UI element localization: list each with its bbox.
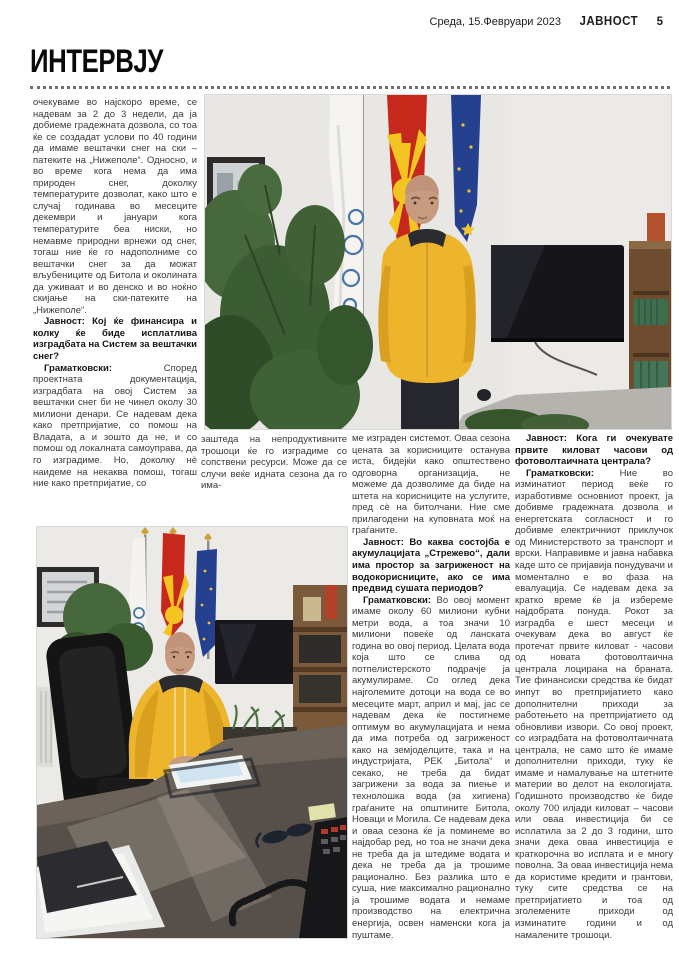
issue-date: Среда, 15.Февруари 2023 (429, 16, 561, 28)
dotted-divider (30, 86, 670, 89)
paragraph-answer: Граматковски: Во овој момент имаме околу 60 милиони кубни метри вода, а тоа значи 10 милиони повеќе од ланската година во овој период. Целата вода која што се слива од потпелистерското подрачје ја акумулираме. Со оглед дека најголемите дотоци на вода се во месеците март, април и мај, јас се надевам дека ќе постигнеме оптимум во акумулацијата и нема да има потреба од загриженост како на земјоделците, така и на индустријата, РЕК „Битола“ и секако, не треба да бидат загрижени за вода за пиење и технолошка вода (за хигиена) граѓаните на општините Битола, Новаци и Могила. Се надевам дека и оваа сезона ќе ја поминеме во најдобар ред, но тоа не значи дека не треба да ја штедиме водата и дека не треба да ја трошиме рационално. Без разлика што е суша, ние максимално рационално ја трошиме водата и немаме производство на електрична енергија, освен наменски кога ја пуштаме. (352, 594, 510, 940)
red-extinguisher (325, 585, 337, 619)
wooden-cabinet (293, 585, 347, 745)
masthead (0, 14, 663, 28)
article-column-2 (201, 434, 347, 526)
article-column-3 (352, 433, 510, 940)
page-number: 5 (656, 16, 663, 28)
wristwatch (477, 389, 491, 401)
article-column-4 (515, 433, 673, 940)
photo-standing-illustration (205, 95, 671, 429)
paragraph-question: Јавност: Во каква состојба е акумулацијата „Стрежево“, дали има простор за загриженост на водокорисниците, ако се има предвид сушата периодов? (352, 536, 510, 595)
article-column-1 (33, 97, 197, 529)
yellow-sweater (381, 231, 476, 383)
photo-man-at-desk (37, 527, 347, 938)
small-painting (647, 213, 665, 241)
paragraph-answer: Граматковски: Ние во изминатиот период веќе го изработивме основниот проект, ја добивме градежната дозвола и енергетската согласност и го добивме електричниот приклучок од Министерството за транспорт и врски. Направивме и јавна набавка каде што се пријавија понудувачи и моментално е во фаза на евалуација. Се надевам дека за кратко време ќе ја избереме најдобрата понуда. Рокот за изградба е шест месеци и очекувам дека во август ќе протечат првите киловат - часови од новата фотоволтаична централа лоцирана на браната. Тие финансиски средства ќе бидат инпут во претпријатието како дополнителни приходи за работењето на претпријатието од обновливи извори. Со овој проект, со изградбата на фотоволтаичната централа, не само што ќе имаме дополнителни приходи, туку ќе имаме и намалување на штетните материи во делот на екологијата. Годишното производство ќе биде околу 700 илјади киловат – часови или оваа инвестиција би се исплатила за 2 до 3 години, што значи дека оваа инвестиција е краткорочна во исплата и е многу поволна. За оваа инвестиција нема да користиме кредити и грантови, туку сите средства се на претпријатието и тоа од зголемените приходи од изминатите години и од намалените трошоци. (515, 467, 673, 940)
paragraph-plain: очекуваме во најскоро време, се надевам за 2 до 3 недели, да ја добиеме градежната дозвола, со тоа ќе се создадат услови по 40 години да имаме вештачки снег на ски – патеките на „Нижеполе“. Односно, и во време кога нема да има природен снег, доколку температурите дозволат, како што е случај годинава во месеците декември и јануари кога температурите беа ниски, но немавме природни врнежи од снег, тогаш ние ќе го надополниме со вештачки снег за да можат вљубениците од Битола и околината да уживаат и во денско и во ноќно скијање на ски-патеките на „Нижеполе“. (33, 97, 197, 316)
paragraph-question: Јавност: Кој ќе финансира и колку ќе биде исплатлива изградбата на Систем за вештачки снег? (33, 316, 197, 363)
photo-man-standing (205, 95, 671, 429)
section-title: ИНТЕРВЈУ (30, 44, 163, 80)
trousers (401, 375, 459, 429)
photo-desk-illustration (37, 527, 347, 938)
paragraph-question: Јавност: Кога ги очекувате првите киловат часови од фотоволтаичната централа? (515, 433, 673, 468)
paragraph-answer: Граматковски: Според проектната документација, изградбата на овој Систем за вештачки снег би не чинел околу 30 милиони денари. Се надевам дека како претпријатие, со помош на Владата, а и зошто да не, и со помош од локалната самоуправа, да го изградиме. Но, доколку нè наидеме на некаква помош, тогаш ние како претпријатие, со (33, 362, 197, 490)
newspaper-brand: ЈАВНОСТ (579, 14, 639, 28)
shelf-electronics (299, 635, 341, 663)
paragraph-plain: ме изграден системот. Оваа сезона цената за корисниците останува иста, бидејќи како општествено одговорна организација, не можеме да дозволиме да биде на штета на корисниците на услугите, пред сè на битолчани. Ние сме прилагодени на куповната моќ на граѓаните. (352, 433, 510, 537)
radiator (37, 687, 53, 767)
paragraph-plain: заштеда на непродуктивните трошоци ќе го изградиме со сопствени ресурси. Може да се случи веќе идната сезона да го има- (201, 434, 347, 492)
plaque (303, 597, 321, 621)
